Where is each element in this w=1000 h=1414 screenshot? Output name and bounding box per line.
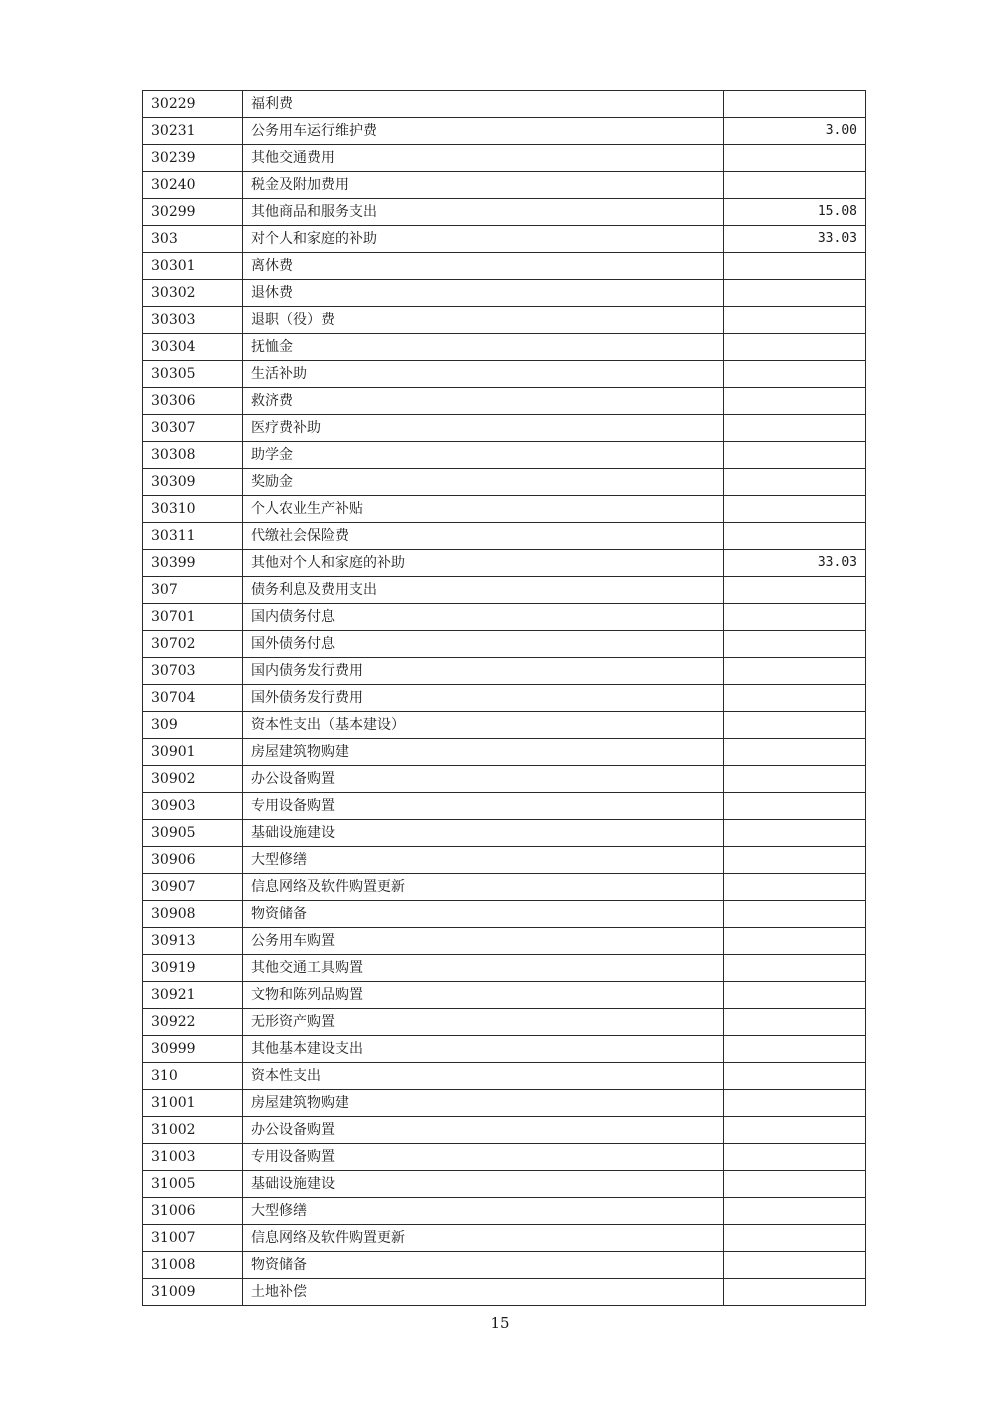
table-row (143, 874, 866, 901)
name-cell: 其他对个人和家庭的补助 (243, 550, 724, 577)
amount-cell (724, 766, 866, 793)
amount-cell (724, 685, 866, 712)
table-row (143, 1198, 866, 1225)
name-cell: 资本性支出（基本建设） (243, 712, 724, 739)
amount-cell (724, 172, 866, 199)
table-row (143, 793, 866, 820)
name-cell: 离休费 (243, 253, 724, 280)
table-row (143, 1117, 866, 1144)
amount-cell (724, 523, 866, 550)
name-cell: 物资储备 (243, 901, 724, 928)
code-cell: 31009 (143, 1279, 243, 1306)
name-cell: 资本性支出 (243, 1063, 724, 1090)
amount-cell (724, 955, 866, 982)
name-cell: 奖励金 (243, 469, 724, 496)
name-cell: 其他基本建设支出 (243, 1036, 724, 1063)
amount-cell (724, 820, 866, 847)
code-cell: 30906 (143, 847, 243, 874)
name-cell: 基础设施建设 (243, 1171, 724, 1198)
table-row (143, 442, 866, 469)
table-row (143, 1171, 866, 1198)
table-row (143, 172, 866, 199)
code-cell: 30239 (143, 145, 243, 172)
name-cell: 公务用车购置 (243, 928, 724, 955)
table-row (143, 226, 866, 253)
amount-cell (724, 1225, 866, 1252)
amount-cell (724, 631, 866, 658)
code-cell: 30701 (143, 604, 243, 631)
amount-cell (724, 1279, 866, 1306)
amount-cell (724, 928, 866, 955)
code-cell: 30901 (143, 739, 243, 766)
code-cell: 30399 (143, 550, 243, 577)
code-cell: 31008 (143, 1252, 243, 1279)
name-cell: 债务利息及费用支出 (243, 577, 724, 604)
table-row (143, 1090, 866, 1117)
page-number: 15 (490, 1314, 510, 1332)
table-row (143, 523, 866, 550)
table-row (143, 1063, 866, 1090)
name-cell: 办公设备购置 (243, 1117, 724, 1144)
code-cell: 30919 (143, 955, 243, 982)
code-cell: 30907 (143, 874, 243, 901)
table-row (143, 1252, 866, 1279)
code-cell: 30307 (143, 415, 243, 442)
amount-cell (724, 1090, 866, 1117)
table-row (143, 577, 866, 604)
table-row (143, 253, 866, 280)
code-cell: 30902 (143, 766, 243, 793)
code-cell: 30299 (143, 199, 243, 226)
amount-cell: 15.08 (724, 199, 866, 226)
code-cell: 30306 (143, 388, 243, 415)
name-cell: 福利费 (243, 91, 724, 118)
amount-cell (724, 1252, 866, 1279)
table-row (143, 631, 866, 658)
name-cell: 其他交通费用 (243, 145, 724, 172)
amount-cell (724, 793, 866, 820)
table-row (143, 1279, 866, 1306)
code-cell: 30304 (143, 334, 243, 361)
amount-cell: 33.03 (724, 226, 866, 253)
table-row (143, 712, 866, 739)
name-cell: 公务用车运行维护费 (243, 118, 724, 145)
table-row (143, 145, 866, 172)
table-row (143, 334, 866, 361)
amount-cell (724, 712, 866, 739)
amount-cell (724, 334, 866, 361)
table-row (143, 361, 866, 388)
code-cell: 30905 (143, 820, 243, 847)
table-row (143, 901, 866, 928)
code-cell: 307 (143, 577, 243, 604)
code-cell: 30240 (143, 172, 243, 199)
table-row (143, 820, 866, 847)
amount-cell (724, 253, 866, 280)
table-row (143, 685, 866, 712)
code-cell: 30231 (143, 118, 243, 145)
amount-cell (724, 1036, 866, 1063)
amount-cell (724, 1144, 866, 1171)
amount-cell (724, 1063, 866, 1090)
name-cell: 其他交通工具购置 (243, 955, 724, 982)
table-row (143, 1036, 866, 1063)
table-row (143, 280, 866, 307)
table-row (143, 388, 866, 415)
amount-cell (724, 91, 866, 118)
code-cell: 30908 (143, 901, 243, 928)
code-cell: 30302 (143, 280, 243, 307)
table-row (143, 118, 866, 145)
code-cell: 30703 (143, 658, 243, 685)
name-cell: 大型修缮 (243, 847, 724, 874)
name-cell: 土地补偿 (243, 1279, 724, 1306)
code-cell: 31003 (143, 1144, 243, 1171)
name-cell: 文物和陈列品购置 (243, 982, 724, 1009)
code-cell: 30308 (143, 442, 243, 469)
table-row (143, 496, 866, 523)
amount-cell (724, 469, 866, 496)
name-cell: 个人农业生产补贴 (243, 496, 724, 523)
name-cell: 对个人和家庭的补助 (243, 226, 724, 253)
amount-cell (724, 388, 866, 415)
name-cell: 抚恤金 (243, 334, 724, 361)
amount-cell (724, 280, 866, 307)
code-cell: 31002 (143, 1117, 243, 1144)
table-row (143, 550, 866, 577)
name-cell: 生活补助 (243, 361, 724, 388)
code-cell: 30309 (143, 469, 243, 496)
name-cell: 办公设备购置 (243, 766, 724, 793)
name-cell: 医疗费补助 (243, 415, 724, 442)
name-cell: 其他商品和服务支出 (243, 199, 724, 226)
amount-cell (724, 847, 866, 874)
table-row (143, 739, 866, 766)
table-row (143, 1225, 866, 1252)
code-cell: 30704 (143, 685, 243, 712)
code-cell: 30903 (143, 793, 243, 820)
code-cell: 30702 (143, 631, 243, 658)
code-cell: 31001 (143, 1090, 243, 1117)
name-cell: 代缴社会保险费 (243, 523, 724, 550)
amount-cell (724, 658, 866, 685)
name-cell: 国内债务发行费用 (243, 658, 724, 685)
amount-cell (724, 361, 866, 388)
amount-cell (724, 901, 866, 928)
table-row (143, 1144, 866, 1171)
expense-table-body (143, 91, 866, 1306)
code-cell: 30229 (143, 91, 243, 118)
amount-cell (724, 1198, 866, 1225)
code-cell: 31007 (143, 1225, 243, 1252)
amount-cell (724, 415, 866, 442)
name-cell: 房屋建筑物购建 (243, 1090, 724, 1117)
amount-cell: 3.00 (724, 118, 866, 145)
name-cell: 房屋建筑物购建 (243, 739, 724, 766)
table-row (143, 91, 866, 118)
name-cell: 信息网络及软件购置更新 (243, 874, 724, 901)
amount-cell (724, 739, 866, 766)
code-cell: 30921 (143, 982, 243, 1009)
name-cell: 退职（役）费 (243, 307, 724, 334)
amount-cell (724, 442, 866, 469)
code-cell: 30913 (143, 928, 243, 955)
code-cell: 303 (143, 226, 243, 253)
code-cell: 30922 (143, 1009, 243, 1036)
name-cell: 国外债务付息 (243, 631, 724, 658)
table-row (143, 955, 866, 982)
code-cell: 30311 (143, 523, 243, 550)
amount-cell (724, 307, 866, 334)
table-row (143, 1009, 866, 1036)
code-cell: 310 (143, 1063, 243, 1090)
code-cell: 31005 (143, 1171, 243, 1198)
table-row (143, 658, 866, 685)
amount-cell (724, 874, 866, 901)
amount-cell (724, 982, 866, 1009)
table-row (143, 982, 866, 1009)
table-row (143, 604, 866, 631)
amount-cell (724, 496, 866, 523)
name-cell: 国内债务付息 (243, 604, 724, 631)
amount-cell (724, 1009, 866, 1036)
name-cell: 助学金 (243, 442, 724, 469)
name-cell: 救济费 (243, 388, 724, 415)
amount-cell (724, 1117, 866, 1144)
table-row (143, 415, 866, 442)
code-cell: 309 (143, 712, 243, 739)
code-cell: 31006 (143, 1198, 243, 1225)
table-row (143, 469, 866, 496)
code-cell: 30301 (143, 253, 243, 280)
table-row (143, 307, 866, 334)
amount-cell (724, 1171, 866, 1198)
code-cell: 30999 (143, 1036, 243, 1063)
code-cell: 30305 (143, 361, 243, 388)
table-row (143, 766, 866, 793)
amount-cell (724, 145, 866, 172)
name-cell: 无形资产购置 (243, 1009, 724, 1036)
code-cell: 30310 (143, 496, 243, 523)
name-cell: 物资储备 (243, 1252, 724, 1279)
expense-table (142, 90, 866, 1306)
table-row (143, 847, 866, 874)
table-row (143, 928, 866, 955)
name-cell: 国外债务发行费用 (243, 685, 724, 712)
amount-cell: 33.03 (724, 550, 866, 577)
name-cell: 大型修缮 (243, 1198, 724, 1225)
name-cell: 专用设备购置 (243, 1144, 724, 1171)
name-cell: 退休费 (243, 280, 724, 307)
name-cell: 信息网络及软件购置更新 (243, 1225, 724, 1252)
amount-cell (724, 604, 866, 631)
name-cell: 税金及附加费用 (243, 172, 724, 199)
code-cell: 30303 (143, 307, 243, 334)
amount-cell (724, 577, 866, 604)
name-cell: 专用设备购置 (243, 793, 724, 820)
name-cell: 基础设施建设 (243, 820, 724, 847)
table-row (143, 199, 866, 226)
